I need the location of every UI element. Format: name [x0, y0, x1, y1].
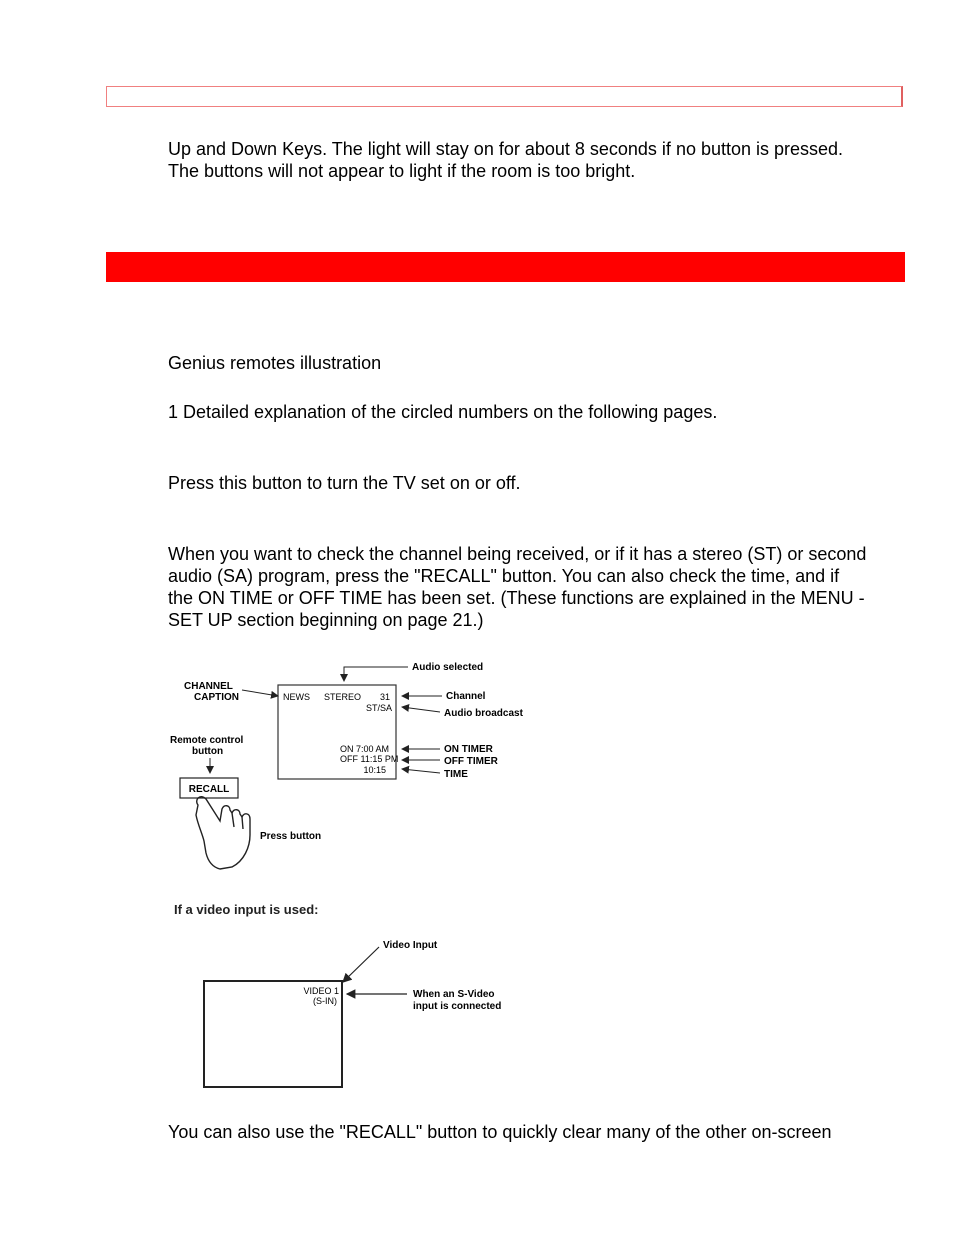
section-header-bar — [106, 86, 903, 107]
screen-clock-time: 10:15 — [363, 765, 386, 775]
screen-stereo-text: STEREO — [324, 692, 362, 702]
video-input-label: Video Input — [383, 940, 438, 951]
video-input-diagram — [195, 935, 525, 1093]
channel-label: Channel — [446, 691, 486, 702]
screen-video-text: VIDEO 1 — [303, 986, 339, 996]
remote-control-label-2: button — [192, 746, 224, 757]
intro-line-2: The buttons will not appear to light if the room is too bright. — [168, 161, 636, 181]
intro-line-1: Up and Down Keys. The light will stay on for about 8 seconds if no button is pressed. — [168, 139, 844, 159]
svideo-label-1: When an S-Video — [413, 989, 495, 1000]
channel-caption-label-2: CAPTION — [194, 692, 239, 703]
svideo-label-2: input is connected — [413, 1001, 502, 1012]
illustration-caption: Genius remotes illustration — [168, 353, 382, 373]
recall-display-diagram — [160, 655, 540, 880]
section-divider-bar — [106, 252, 905, 282]
screen-stsa-text: ST/SA — [365, 703, 392, 713]
screen-sin-text: (S-IN) — [313, 996, 337, 1006]
recall-line-3: the ON TIME or OFF TIME has been set. (These functions are explained in the MENU - — [168, 588, 865, 608]
channel-caption-arrow — [242, 690, 278, 696]
recall-line-1: When you want to check the channel being received, or if it has a stereo (ST) or second — [168, 544, 867, 564]
audio-selected-arrow — [344, 667, 408, 681]
audio-broadcast-arrow — [402, 707, 440, 712]
on-timer-label: ON TIMER — [444, 744, 493, 755]
press-button-label: Press button — [260, 831, 322, 842]
screen-on-time: ON 7:00 AM — [340, 744, 390, 754]
channel-caption-label-1: CHANNEL — [184, 681, 233, 692]
off-timer-label: OFF TIMER — [444, 756, 498, 767]
closing-paragraph: You can also use the "RECALL" button to quickly clear many of the other on-screen — [168, 1122, 832, 1142]
intro-paragraph — [168, 138, 908, 182]
time-label: TIME — [444, 769, 468, 780]
remote-control-label-1: Remote control — [170, 735, 244, 746]
recall-paragraph — [168, 543, 908, 631]
power-button-description: Press this button to turn the TV set on or off. — [168, 473, 521, 493]
recall-button-label: RECALL — [188, 784, 230, 795]
circled-numbers-note: 1 Detailed explanation of the circled numbers on the following pages. — [168, 402, 718, 422]
audio-selected-label: Audio selected — [412, 662, 484, 673]
pressing-hand-icon — [196, 797, 250, 869]
time-arrow — [402, 769, 440, 773]
video-input-arrow — [343, 947, 379, 982]
audio-broadcast-label: Audio broadcast — [444, 708, 523, 719]
video-input-heading: If a video input is used: — [174, 902, 319, 917]
recall-line-4: SET UP section beginning on page 21.) — [168, 610, 484, 630]
screen-channel-number: 31 — [379, 692, 390, 702]
screen-news-text: NEWS — [283, 692, 310, 702]
recall-line-2: audio (SA) program, press the "RECALL" button. You can also check the time, and if — [168, 566, 840, 586]
screen-off-time: OFF 11:15 PM — [340, 754, 399, 764]
